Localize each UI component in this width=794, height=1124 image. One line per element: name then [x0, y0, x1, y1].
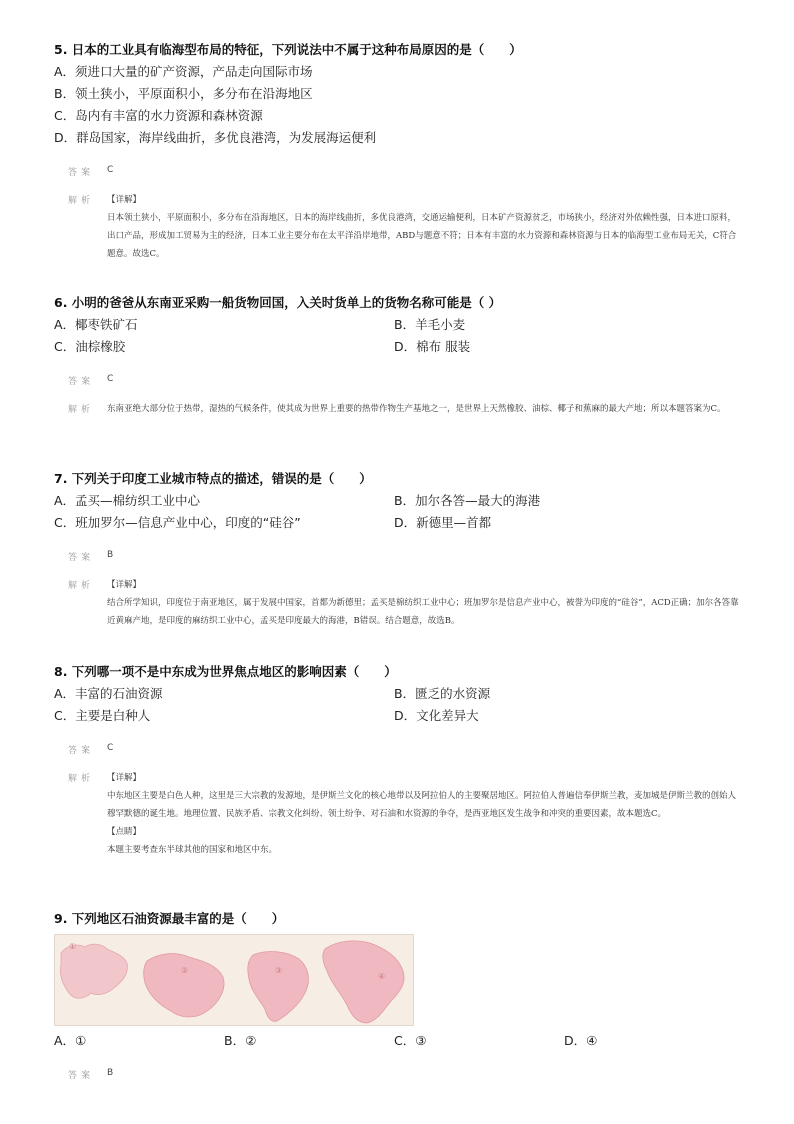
analysis-label: 解析 [68, 774, 95, 784]
question-5 [54, 41, 744, 263]
option-d: D．新德里—首都 [394, 515, 492, 530]
explanation-text: 中东地区主要是白色人种，这里是三大宗教的发源地，是伊斯兰文化的核心地带以及阿拉伯人的主要聚居地区。阿拉伯人普遍信奉伊斯兰教，麦加城是伊斯兰教的创始人穆罕默德的诞生地。地理位置、民族矛盾、宗教文化纠纷、领土纷争、对石油和水资源的争夺，是西亚地区发生战争和冲突的重要因素，故本题选C。 [107, 791, 737, 819]
explanation-text: 东南亚绝大部分位于热带，湿热的气候条件，使其成为世界上重要的热带作物生产基地之一，是世界上天然橡胶、油棕、椰子和蕉麻的最大产地；所以本题答案为C。 [107, 404, 726, 414]
explanation [54, 400, 744, 418]
answer-row [54, 743, 744, 761]
explanation-heading: 【详解】 [107, 580, 142, 590]
answer-value: C [107, 374, 114, 384]
analysis-label: 解析 [68, 405, 95, 415]
option-a: A．孟买—棉纺织工业中心 [54, 493, 201, 508]
explanation-heading: 【详解】 [107, 773, 142, 783]
analysis-label: 解析 [68, 581, 95, 591]
question-6 [54, 294, 744, 418]
question-7 [54, 470, 744, 630]
option-b: B．加尔各答—最大的海港 [394, 493, 541, 508]
map-marker-2: ② [181, 966, 189, 975]
map-marker-1: ① [69, 942, 77, 951]
explanation [54, 769, 744, 859]
region-2-shape [144, 954, 224, 1017]
option-a: A．须进口大量的矿产资源，产品走向国际市场 [54, 64, 313, 79]
answer-value: C [107, 165, 114, 175]
question-8 [54, 663, 744, 859]
region-map-figure [55, 935, 413, 1025]
question-stem: 6. 小明的爸爸从东南亚采购一船货物回国，入关时货单上的货物名称可能是（ ） [54, 295, 502, 310]
map-marker-4: ④ [378, 972, 386, 981]
answer-label: 答案 [68, 377, 95, 387]
map-marker-3: ③ [275, 966, 283, 975]
option-b: B．② [224, 1033, 257, 1048]
explanation-text: 日本领土狭小，平原面积小，多分布在沿海地区，日本的海岸线曲折，多优良港湾，交通运输便利，日本矿产资源贫乏，市场狭小，经济对外依赖性强，日本进口原料，出口产品，形成加工贸易为主的经济，日本工业主要分布在太平洋沿岸地带，ABD与题意不符；日本有丰富的水力资源和森林资源与日本的临海型工业布局无关，C符合题意。故选C。 [107, 213, 737, 259]
region-map [54, 934, 414, 1026]
explanation-text: 结合所学知识，印度位于南亚地区，属于发展中国家，首都为新德里；孟买是棉纺织工业中心；班加罗尔是信息产业中心，被誉为印度的“硅谷”，ACD正确；加尔各答靠近黄麻产地，是印度的麻纺织工业中心，孟买是印度最大的海港，B错误。结合题意，故选B。 [107, 598, 739, 626]
option-b: B．领土狭小，平原面积小，多分布在沿海地区 [54, 86, 313, 101]
question-stem: 5. 日本的工业具有临海型布局的特征，下列说法中不属于这种布局原因的是（ ） [54, 42, 522, 57]
answer-row [54, 374, 744, 392]
option-a: A．椰枣铁矿石 [54, 317, 138, 332]
answer-row [54, 165, 744, 183]
option-d: D．文化差异大 [394, 708, 479, 723]
option-d: D．棉布 服装 [394, 339, 471, 354]
option-d: D．群岛国家，海岸线曲折，多优良港湾，为发展海运便利 [54, 130, 377, 145]
explanation [54, 191, 744, 263]
question-stem: 7. 下列关于印度工业城市特点的描述，错误的是（ ） [54, 471, 372, 486]
question-stem: 8. 下列哪一项不是中东成为世界焦点地区的影响因素（ ） [54, 664, 397, 679]
region-3-shape [248, 952, 309, 1022]
answer-value: C [107, 743, 114, 753]
option-d: D．④ [564, 1033, 598, 1048]
option-c: C．③ [394, 1033, 427, 1048]
answer-label: 答案 [68, 1071, 95, 1081]
answer-label: 答案 [68, 168, 95, 178]
answer-label: 答案 [68, 553, 95, 563]
analysis-label: 解析 [68, 196, 95, 206]
question-9 [54, 910, 744, 1086]
region-4-shape [323, 941, 404, 1023]
option-c: C．主要是白种人 [54, 708, 151, 723]
option-c: C．岛内有丰富的水力资源和森林资源 [54, 108, 263, 123]
answer-row [54, 1068, 744, 1086]
answer-value: B [107, 1068, 114, 1078]
option-a: A．丰富的石油资源 [54, 686, 163, 701]
answer-row [54, 550, 744, 568]
explanation-text: 本题主要考查东半球其他的国家和地区中东。 [107, 845, 278, 855]
answer-value: B [107, 550, 114, 560]
answer-label: 答案 [68, 746, 95, 756]
option-a: A．① [54, 1033, 87, 1048]
option-b: B．羊毛小麦 [394, 317, 466, 332]
option-b: B．匮乏的水资源 [394, 686, 491, 701]
region-1-shape [60, 944, 127, 998]
explanation-heading: 【点睛】 [107, 827, 142, 837]
question-stem: 9. 下列地区石油资源最丰富的是（ ） [54, 911, 285, 926]
explanation-heading: 【详解】 [107, 195, 142, 205]
explanation [54, 576, 744, 630]
option-c: C．油棕橡胶 [54, 339, 126, 354]
option-c: C．班加罗尔—信息产业中心，印度的“硅谷” [54, 515, 301, 530]
